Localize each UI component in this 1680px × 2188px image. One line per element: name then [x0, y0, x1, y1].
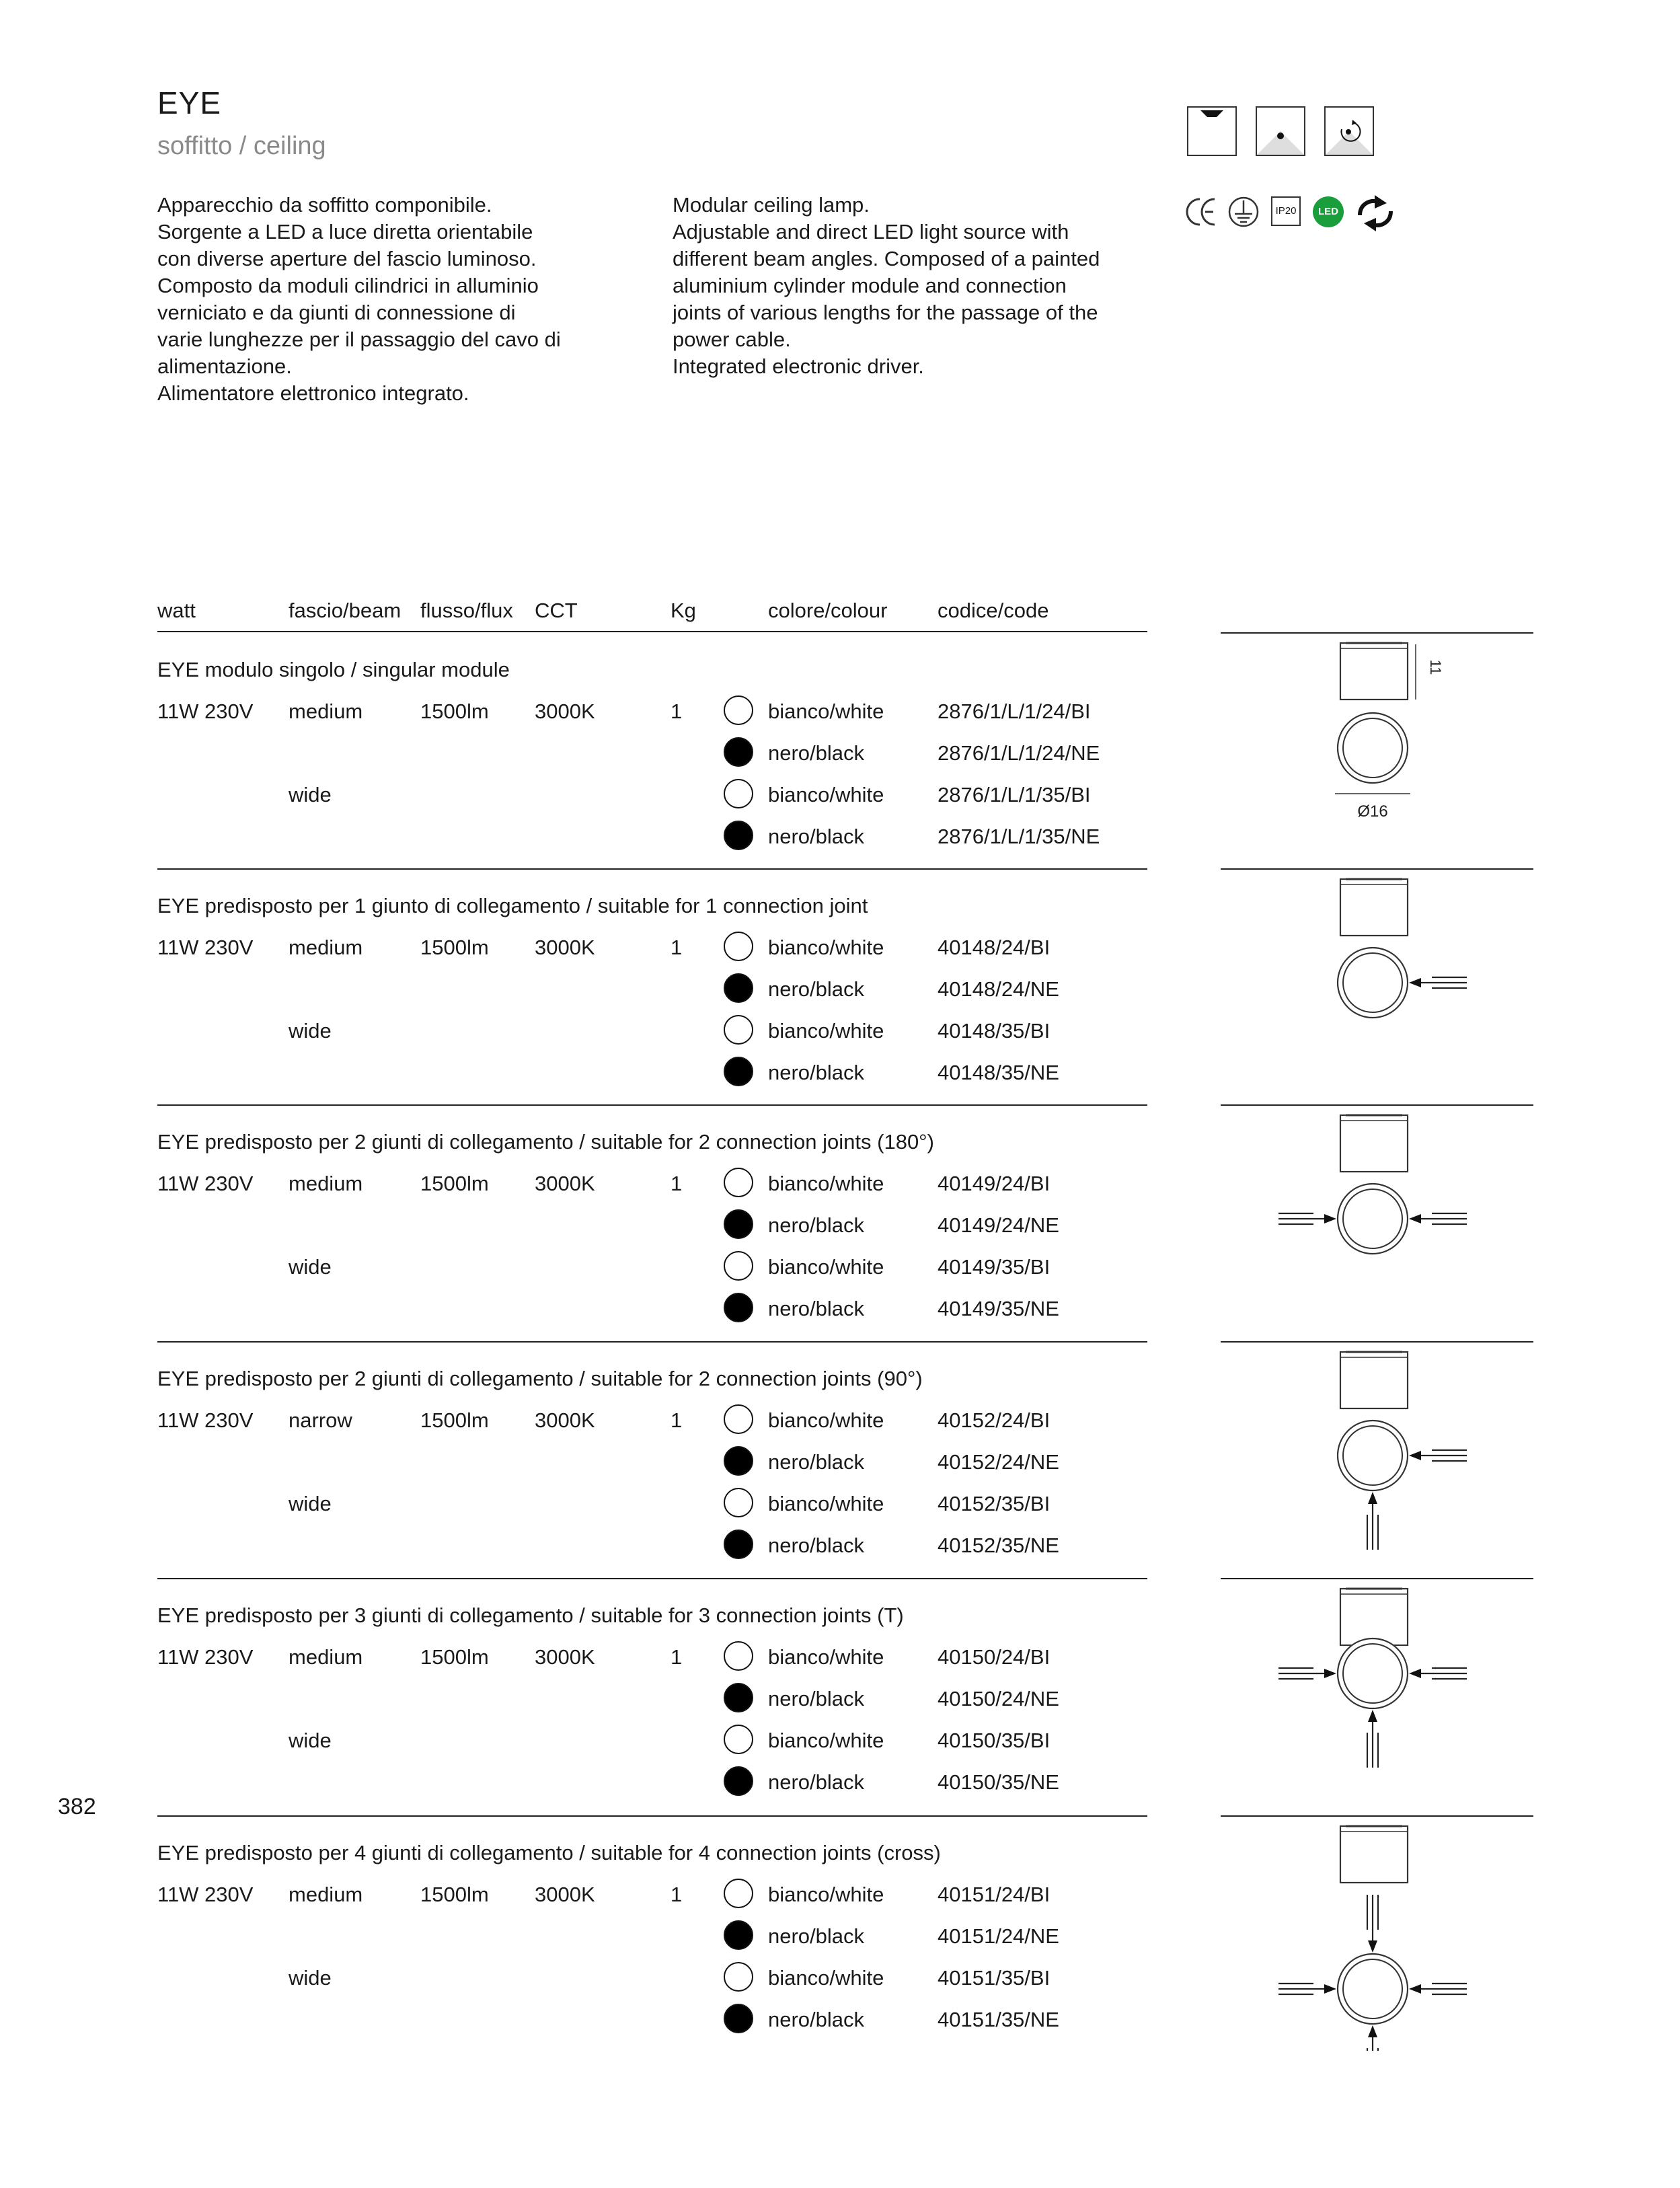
cell-colour: bianco/white [768, 1172, 884, 1195]
white-swatch-icon [724, 695, 753, 725]
dimension-height: 11 [1427, 659, 1444, 675]
cell-colour: nero/black [768, 1687, 865, 1710]
table-row [0, 1492, 1211, 1519]
description-line: Adjustable and direct LED light source with [673, 220, 1069, 243]
cell-watt: 11W 230V [157, 700, 254, 723]
ceiling-mount-icon [1187, 106, 1237, 156]
cell-flux: 1500lm [420, 936, 489, 959]
joint-arrow-icon [1409, 1668, 1467, 1679]
section-title: EYE predisposto per 1 giunto di collegamento / suitable for 1 connection joint [157, 894, 868, 917]
top-view-drawing [1338, 1638, 1408, 1708]
product-section [0, 632, 1680, 869]
section-title: EYE predisposto per 2 giunti di collegamento / suitable for 2 connection joints (180°) [157, 1130, 934, 1154]
table-row [0, 1729, 1211, 1756]
description-italian [157, 192, 561, 407]
header-kg: Kg [671, 599, 696, 622]
table-row [0, 700, 1211, 726]
cell-beam: wide [289, 1729, 332, 1752]
page-number: 382 [58, 1794, 96, 1819]
joint-arrow-icon [1409, 977, 1467, 988]
cell-colour: nero/black [768, 1450, 865, 1474]
cell-beam: wide [289, 1019, 332, 1043]
table-row [0, 783, 1211, 810]
cell-beam: medium [289, 1883, 363, 1906]
cell-colour: nero/black [768, 1534, 865, 1557]
joint-arrow-icon [1278, 1213, 1336, 1224]
cell-cct: 3000K [535, 1408, 595, 1432]
side-view-drawing [1340, 1352, 1408, 1408]
header-flux: flusso/flux [420, 599, 513, 622]
cell-code: 2876/1/L/1/24/BI [938, 700, 1091, 723]
cell-colour: bianco/white [768, 1729, 884, 1752]
cell-code: 40151/35/BI [938, 1966, 1051, 1990]
cell-beam: narrow [289, 1408, 352, 1432]
table-row [0, 1687, 1211, 1714]
top-view-drawing [1338, 948, 1408, 1018]
white-swatch-icon [724, 1641, 753, 1671]
table-row [0, 741, 1211, 768]
cell-watt: 11W 230V [157, 1172, 254, 1195]
cell-flux: 1500lm [420, 1408, 489, 1432]
cell-code: 40152/24/NE [938, 1450, 1059, 1474]
cell-code: 40151/24/BI [938, 1883, 1051, 1906]
side-view-drawing [1340, 1589, 1408, 1645]
cell-kg: 1 [671, 1172, 683, 1195]
black-swatch-icon [724, 1766, 753, 1796]
diagram-container [1221, 1341, 1537, 1580]
product-diagram [1221, 1104, 1537, 1340]
cell-watt: 11W 230V [157, 1883, 254, 1906]
table-row [0, 1534, 1211, 1560]
cell-code: 40151/35/NE [938, 2008, 1059, 2031]
description-english [673, 192, 1100, 380]
cell-code: 40148/35/NE [938, 1061, 1059, 1084]
product-section [0, 1104, 1680, 1341]
top-view-drawing [1338, 713, 1408, 783]
white-swatch-icon [724, 1488, 753, 1517]
adjustable-icon [1324, 106, 1374, 156]
section-divider [157, 1578, 1147, 1579]
side-view-drawing [1340, 1115, 1408, 1172]
black-swatch-icon [724, 973, 753, 1003]
product-diagram [1221, 1341, 1537, 1577]
table-row [0, 1255, 1211, 1282]
earth-ground-icon [1227, 195, 1260, 229]
cell-kg: 1 [671, 1883, 683, 1906]
joint-arrow-icon [1409, 1450, 1467, 1461]
diagram-container [1221, 1815, 1537, 2054]
section-divider [157, 1104, 1147, 1106]
product-diagram [1221, 632, 1537, 868]
description-line: Modular ceiling lamp. [673, 193, 870, 217]
joint-arrow-icon [1278, 1668, 1336, 1679]
cell-flux: 1500lm [420, 1172, 489, 1195]
side-view-drawing [1340, 643, 1408, 700]
joint-arrow-icon [1278, 1984, 1336, 1994]
cell-cct: 3000K [535, 1883, 595, 1906]
side-view-drawing [1340, 879, 1408, 936]
cell-colour: bianco/white [768, 1492, 884, 1515]
downlight-icon [1256, 106, 1305, 156]
cell-beam: wide [289, 1492, 332, 1515]
cell-code: 40152/35/BI [938, 1492, 1051, 1515]
cell-colour: nero/black [768, 1297, 865, 1320]
cell-colour: nero/black [768, 1924, 865, 1948]
white-swatch-icon [724, 1251, 753, 1281]
black-swatch-icon [724, 2004, 753, 2033]
cell-watt: 11W 230V [157, 936, 254, 959]
cell-code: 40152/35/NE [938, 1534, 1059, 1557]
product-section [0, 868, 1680, 1105]
description-line: Alimentatore elettronico integrato. [157, 381, 469, 405]
cell-watt: 11W 230V [157, 1645, 254, 1669]
section-divider [157, 1341, 1147, 1343]
cell-kg: 1 [671, 1408, 683, 1432]
side-view-drawing [1340, 1826, 1408, 1883]
description-line: Sorgente a LED a luce diretta orientabile [157, 220, 533, 243]
cell-flux: 1500lm [420, 1883, 489, 1906]
description-line: varie lunghezze per il passaggio del cavo di [157, 328, 561, 351]
cell-colour: bianco/white [768, 1883, 884, 1906]
cell-kg: 1 [671, 1645, 683, 1669]
table-row [0, 1297, 1211, 1324]
table-row [0, 977, 1211, 1004]
table-row [0, 1450, 1211, 1477]
cell-flux: 1500lm [420, 700, 489, 723]
page-title: EYE [157, 85, 222, 120]
cell-beam: medium [289, 700, 363, 723]
section-title: EYE predisposto per 4 giunti di collegamento / suitable for 4 connection joints (cross) [157, 1841, 941, 1864]
cell-cct: 3000K [535, 1172, 595, 1195]
table-row [0, 1645, 1211, 1672]
header-cct: CCT [535, 599, 578, 622]
cell-colour: bianco/white [768, 1408, 884, 1432]
top-view-drawing [1338, 1954, 1408, 2024]
black-swatch-icon [724, 821, 753, 850]
description-line: Integrated electronic driver. [673, 354, 924, 378]
ce-mark-icon [1185, 195, 1219, 229]
product-diagram [1221, 1578, 1537, 1813]
cell-beam: medium [289, 936, 363, 959]
cell-kg: 1 [671, 936, 683, 959]
cell-code: 40152/24/BI [938, 1408, 1051, 1432]
product-section [0, 1815, 1680, 2052]
black-swatch-icon [724, 1446, 753, 1476]
header-colour: colore/colour [768, 599, 888, 622]
cell-colour: bianco/white [768, 936, 884, 959]
joint-arrow-icon [1409, 1213, 1467, 1224]
header-watt: watt [157, 599, 196, 622]
diagram-container [1221, 1578, 1537, 1817]
cell-beam: medium [289, 1645, 363, 1669]
table-row [0, 2008, 1211, 2035]
joint-arrow-icon [1367, 1895, 1378, 1953]
section-title: EYE modulo singolo / singular module [157, 658, 510, 681]
led-icon: LED [1313, 196, 1344, 227]
table-row [0, 1019, 1211, 1046]
cell-kg: 1 [671, 700, 683, 723]
cell-code: 40149/35/BI [938, 1255, 1051, 1279]
description-line: con diverse aperture del fascio luminoso. [157, 247, 537, 270]
table-row [0, 1924, 1211, 1951]
header-beam: fascio/beam [289, 599, 402, 622]
section-title: EYE predisposto per 2 giunti di collegamento / suitable for 2 connection joints (90°) [157, 1367, 923, 1390]
cell-code: 40150/24/NE [938, 1687, 1059, 1710]
cell-colour: nero/black [768, 1213, 865, 1237]
cell-colour: bianco/white [768, 783, 884, 806]
white-swatch-icon [724, 1725, 753, 1754]
cell-beam: medium [289, 1172, 363, 1195]
table-row [0, 1061, 1211, 1088]
table-row [0, 1883, 1211, 1910]
cell-colour: nero/black [768, 741, 865, 765]
diagram-container [1221, 868, 1537, 1107]
description-line: aluminium cylinder module and connection [673, 274, 1067, 297]
cell-beam: wide [289, 783, 332, 806]
cell-code: 2876/1/L/1/24/NE [938, 741, 1100, 765]
black-swatch-icon [724, 1920, 753, 1950]
table-row [0, 1770, 1211, 1797]
description-line: alimentazione. [157, 354, 292, 378]
table-row [0, 936, 1211, 963]
product-diagram [1221, 868, 1537, 1104]
ip20-icon: IP20 [1271, 196, 1301, 226]
description-line: power cable. [673, 328, 791, 351]
cell-code: 40150/35/NE [938, 1770, 1059, 1794]
table-row [0, 1213, 1211, 1240]
cell-code: 40150/35/BI [938, 1729, 1051, 1752]
joint-arrow-icon [1367, 1710, 1378, 1768]
cell-colour: bianco/white [768, 1019, 884, 1043]
description-line: verniciato e da giunti di connessione di [157, 301, 516, 324]
page-subtitle: soffitto / ceiling [157, 132, 326, 160]
diagram-container [1221, 632, 1537, 871]
white-swatch-icon [724, 1168, 753, 1197]
cell-code: 40148/24/NE [938, 977, 1059, 1001]
top-view-drawing [1338, 1184, 1408, 1254]
cell-cct: 3000K [535, 936, 595, 959]
description-line: joints of various lengths for the passage of the [673, 301, 1098, 324]
cell-colour: bianco/white [768, 700, 884, 723]
table-row [0, 1966, 1211, 1993]
cell-colour: nero/black [768, 825, 865, 848]
black-swatch-icon [724, 1683, 753, 1712]
table-header [157, 599, 1147, 626]
cell-code: 40148/35/BI [938, 1019, 1051, 1043]
cell-code: 40149/35/NE [938, 1297, 1059, 1320]
cell-watt: 11W 230V [157, 1408, 254, 1432]
white-swatch-icon [724, 1879, 753, 1908]
cell-colour: bianco/white [768, 1255, 884, 1279]
cell-code: 40149/24/NE [938, 1213, 1059, 1237]
cell-flux: 1500lm [420, 1645, 489, 1669]
cell-cct: 3000K [535, 1645, 595, 1669]
cell-code: 40149/24/BI [938, 1172, 1051, 1195]
white-swatch-icon [724, 1962, 753, 1992]
header-code: codice/code [938, 599, 1049, 622]
table-row [0, 1172, 1211, 1199]
cell-code: 40151/24/NE [938, 1924, 1059, 1948]
product-diagram [1221, 1815, 1537, 2051]
top-view-drawing [1338, 1421, 1408, 1491]
cell-code: 40148/24/BI [938, 936, 1051, 959]
black-swatch-icon [724, 737, 753, 767]
cell-cct: 3000K [535, 700, 595, 723]
white-swatch-icon [724, 1015, 753, 1045]
joint-arrow-icon [1367, 2025, 1378, 2051]
dimension-diameter: Ø16 [1357, 802, 1388, 821]
cell-beam: wide [289, 1966, 332, 1990]
cell-colour: nero/black [768, 1770, 865, 1794]
white-swatch-icon [724, 1404, 753, 1434]
cell-code: 40150/24/BI [938, 1645, 1051, 1669]
cell-colour: nero/black [768, 977, 865, 1001]
joint-arrow-icon [1367, 1492, 1378, 1550]
section-divider [157, 868, 1147, 870]
white-swatch-icon [724, 779, 753, 808]
product-section [0, 1578, 1680, 1815]
cell-beam: wide [289, 1255, 332, 1279]
section-title: EYE predisposto per 3 giunti di collegamento / suitable for 3 connection joints (T) [157, 1604, 904, 1627]
cell-colour: bianco/white [768, 1645, 884, 1669]
product-section [0, 1341, 1680, 1578]
cell-colour: nero/black [768, 1061, 865, 1084]
black-swatch-icon [724, 1057, 753, 1086]
joint-arrow-icon [1409, 1984, 1467, 1994]
black-swatch-icon [724, 1209, 753, 1239]
black-swatch-icon [724, 1293, 753, 1322]
rotation-icon [1354, 195, 1396, 231]
section-divider [157, 1815, 1147, 1817]
table-row [0, 825, 1211, 852]
black-swatch-icon [724, 1530, 753, 1559]
table-row [0, 1408, 1211, 1435]
description-line: Apparecchio da soffitto componibile. [157, 193, 492, 217]
description-line: different beam angles. Composed of a painted [673, 247, 1100, 270]
cell-colour: nero/black [768, 2008, 865, 2031]
diagram-container [1221, 1104, 1537, 1343]
cell-code: 2876/1/L/1/35/NE [938, 825, 1100, 848]
white-swatch-icon [724, 932, 753, 961]
description-line: Composto da moduli cilindrici in alluminio [157, 274, 539, 297]
cell-code: 2876/1/L/1/35/BI [938, 783, 1091, 806]
cell-colour: bianco/white [768, 1966, 884, 1990]
